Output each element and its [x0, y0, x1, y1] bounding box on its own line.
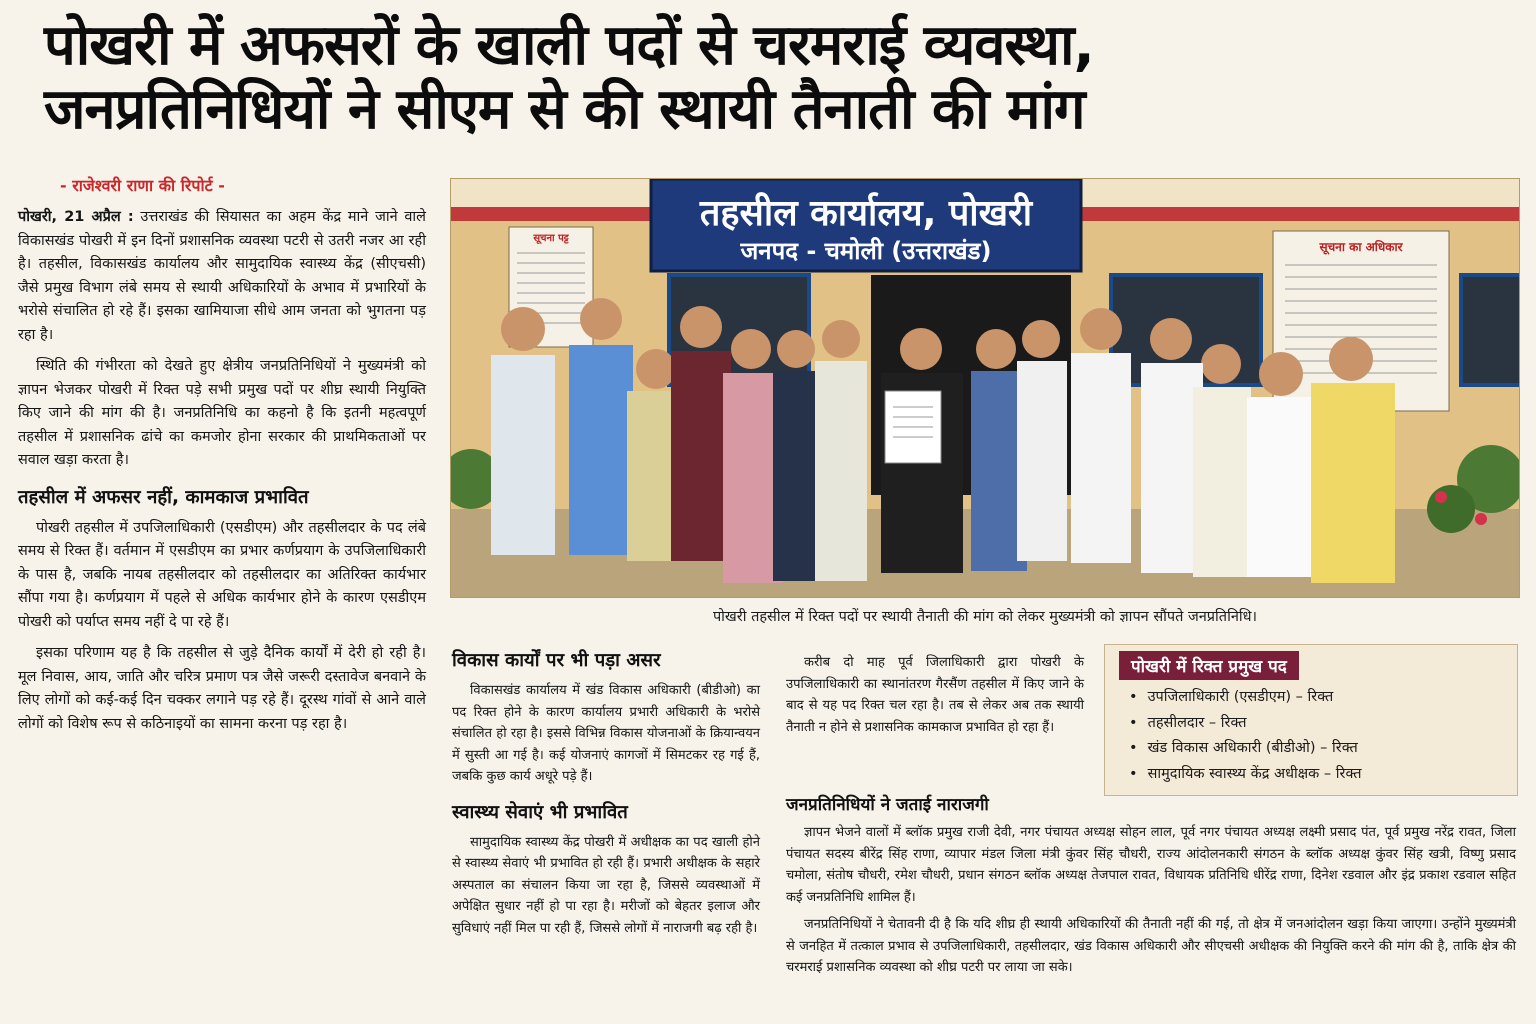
vacancy-item: • तहसीलदार – रिक्त	[1129, 711, 1362, 737]
left-paragraph-3: पोखरी तहसील में उपजिलाधिकारी (एसडीएम) और तहसीलदार के पद लंबे समय से रिक्त हैं। वर्तमान में एसडीएम का प्रभार कर्णप्रयाग के उपजिलाधिकारी के पास है, जबकि नायब तहसीलदार को तहसीलदार का अतिरिक्त कार्यभार सौंपा गया है। कर्णप्रयाग में पहले से अधिक कार्यभार होने के कारण एसडीएम पोखरी को पर्याप्त समय नहीं दे पा रहे हैं।	[18, 519, 426, 630]
left-paragraph-1-text: उत्तराखंड की सियासत का अहम केंद्र माने जाने वाले विकासखंड पोखरी में इन दिनों प्रशासनिक व्यवस्था पटरी से उतरी नजर आ रही है। तहसील, विकासखंड कार्यालय और सामुदायिक स्वास्थ्य केंद्र (सीएचसी) जैसे प्रमुख विभाग लंबे समय से स्थायी अधिकारियों के अभाव में प्रभारियों के भरोसे संचालित हो रहे हैं। इसका खामियाजा सीधे आम जनता को भुगतना पड़ रहा है।	[18, 209, 427, 343]
right-paragraph-1: करीब दो माह पूर्व जिलाधिकारी द्वारा पोखरी के उपजिलाधिकारी का स्थानांतरण गैरसैंण तहसील में किए जाने के बाद से यह पद रिक्त चल रहा है। तब से लेकर अब तक स्थायी तैनाती न होने से प्रशासनिक कामकाज प्रभावित हो रहा हैं।	[786, 655, 1084, 735]
vacancy-item: • सामुदायिक स्वास्थ्य केंद्र अधीक्षक – रिक्त	[1129, 762, 1362, 788]
vacancy-list	[1129, 685, 1362, 787]
vacancy-box-title: पोखरी में रिक्त प्रमुख पद	[1119, 651, 1299, 680]
left-column	[18, 206, 426, 736]
headline-line-1: पोखरी में अफसरों के खाली पदों से चरमराई व्यवस्था,	[44, 13, 1094, 78]
left-paragraph-1	[18, 206, 426, 347]
middle-column	[452, 648, 760, 939]
right-column-bottom	[786, 792, 1516, 979]
window-far-right	[1461, 275, 1520, 385]
left-paragraph-4: इसका परिणाम यह है कि तहसील से जुड़े दैनिक कार्यों में देरी हो रही है। मूल निवास, आय, जाति और चरित्र प्रमाण पत्र जैसे जरूरी दस्तावेज बनवाने के लिए लोगों को कई-कई दिन चक्कर लगाने पड़ रहे हैं। दूरस्थ गांवों से आने वाले लोगों को विशेष रूप से कठिनाइयों का सामना करना पड़ रहा है।	[18, 645, 426, 732]
sign-line-1: तहसील कार्यालय, पोखरी	[699, 193, 1033, 234]
middle-subhead-2: स्वास्थ्य सेवाएं भी प्रभावित	[452, 801, 628, 823]
right-paragraph-3: जनप्रतिनिधियों ने चेतावनी दी है कि यदि शीघ्र ही स्थायी अधिकारियों की तैनाती नहीं की गई, तो क्षेत्र में जनआंदोलन खड़ा किया जाएगा। उन्होंने मुख्यमंत्री से जनहित में तत्काल प्रभाव से उपजिलाधिकारी, तहसीलदार, खंड विकास अधिकारी और सीएचसी अधीक्षक की नियुक्ति करने की मांग की है, ताकि क्षेत्र की चरमराई प्रशासनिक व्यवस्था को शीघ्र पटरी पर लाया जा सके।	[786, 917, 1516, 975]
left-paragraph-2: स्थिति की गंभीरता को देखते हुए क्षेत्रीय जनप्रतिनिधियों ने मुख्यमंत्री को ज्ञापन भेजकर पोखरी में रिक्त पड़े सभी प्रमुख पदों पर शीघ्र स्थायी नियुक्ति किए जाने की मांग की है। जनप्रतिनिधि का कहनो है कि इतनी महत्वपूर्ण तहसील में प्रशासनिक ढांचे का कमजोर होना सरकार की प्राथमिकताओं पर सवाल खड़ा करता है।	[18, 358, 426, 468]
vacancy-item: • उपजिलाधिकारी (एसडीएम) – रिक्त	[1129, 685, 1362, 711]
vacancy-item: • खंड विकास अधिकारी (बीडीओ) – रिक्त	[1129, 736, 1362, 762]
byline: - राजेश्वरी राणा की रिपोर्ट -	[60, 176, 225, 195]
middle-paragraph-1: विकासखंड कार्यालय में खंड विकास अधिकारी (बीडीओ) का पद रिक्त होने के कारण कार्यालय प्रभारी अधिकारी के भरोसे संचालित हो रहा है। इससे विभिन्न विकास योजनाओं के क्रियान्वयन में सुस्ती आ गई है। कई योजनाएं कागजों में सिमटकर रह गई हैं, जबकि कुछ कार्य अधूरे पड़े हैं।	[452, 683, 760, 784]
right-column-top	[786, 652, 1084, 738]
left-subhead: तहसील में अफसर नहीं, कामकाज प्रभावित	[18, 486, 309, 508]
photo-caption: पोखरी तहसील में रिक्त पदों पर स्थायी तैनाती की मांग को लेकर मुख्यमंत्री को ज्ञापन सौंपते जनप्रतिनिधि।	[712, 609, 1258, 625]
headline-line-2: जनप्रतिनिधियों ने सीएम से की स्थायी तैनाती की मांग	[44, 77, 1085, 142]
middle-subhead-1: विकास कार्यों पर भी पड़ा असर	[452, 650, 661, 671]
vacancy-box	[1104, 644, 1518, 796]
headline	[44, 14, 1504, 142]
dateline: पोखरी, 21 अप्रैल :	[18, 209, 134, 225]
right-subhead: जनप्रतिनिधियों ने जताई नाराजगी	[786, 795, 989, 815]
middle-paragraph-2: सामुदायिक स्वास्थ्य केंद्र पोखरी में अधीक्षक का पद खाली होने से स्वास्थ्य सेवाएं भी प्रभावित हो रही हैं। प्रभारी अधीक्षक के सहारे अस्पताल का संचालन किया जा रहा है, जिससे व्यवस्थाओं में अपेक्षित सुधार नहीं हो पा रहा है। मरीजों को बेहतर इलाज और सुविधाएं नहीं मिल पा रही हैं, जिससे लोगों में नाराजगी बढ़ रही है।	[452, 834, 760, 936]
notice-right-title: सूचना का अधिकार	[1319, 240, 1403, 254]
photo-illustration	[451, 179, 1520, 598]
right-paragraph-2: ज्ञापन भेजने वालों में ब्लॉक प्रमुख राजी देवी, नगर पंचायत अध्यक्ष सोहन लाल, पूर्व नगर पंचायत अध्यक्ष लक्ष्मी प्रसाद पंत, पूर्व प्रमुख नरेंद्र रावत, जिला पंचायत सदस्य बीरेंद्र सिंह राणा, व्यापार मंडल जिला मंत्री कुंवर सिंह चौधरी, राज्य आंदोलनकारी संगठन के ब्लॉक अध्यक्ष कुंवर सिंह खत्री, विष्णु प्रसाद चमोला, संतोष चौधरी, रमेश चौधरी, प्रधान संगठन ब्लॉक अध्यक्ष तेजपाल रावत, विधायक प्रतिनिधि धीरेंद्र राणा, दिनेश रडवाल और इंद्र प्रकाश रडवाल सहित कई जनप्रतिनिधि शामिल हैं।	[786, 825, 1516, 905]
sign-line-2: जनपद - चमोली (उत्तराखंड)	[740, 237, 992, 265]
news-photo	[450, 178, 1520, 598]
notice-left-title: सूचना पट्ट	[533, 233, 569, 244]
